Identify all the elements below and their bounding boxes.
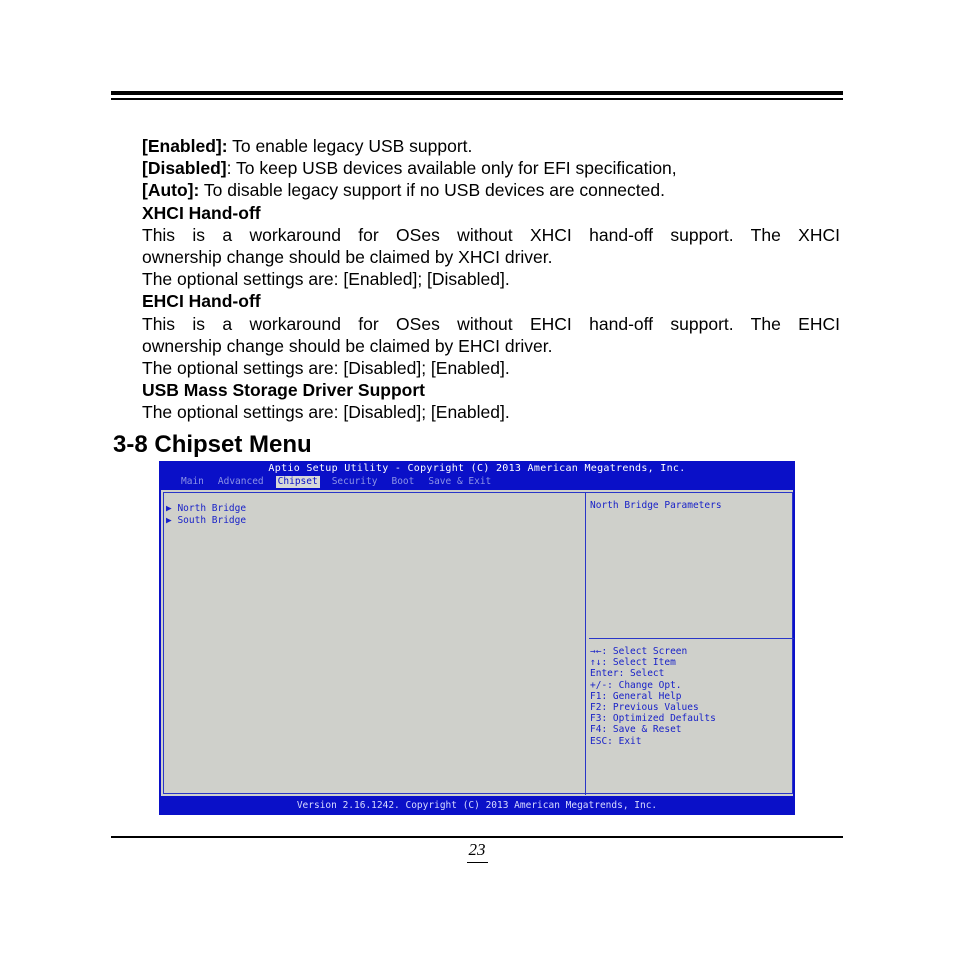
auto-label: [Auto]:	[142, 180, 200, 201]
usb-auto-line	[142, 179, 840, 201]
xhci-heading: XHCI Hand-off	[142, 202, 261, 223]
bios-tab-chipset[interactable]: Chipset	[277, 476, 318, 487]
header-rule-thin	[111, 98, 843, 100]
ehci-options: The optional settings are: [Disabled]; [Enabled].	[142, 358, 510, 379]
header-rule-thick	[111, 91, 843, 95]
ehci-heading: EHCI Hand-off	[142, 291, 261, 312]
bios-key-line: F4: Save & Reset	[590, 724, 682, 736]
xhci-options: The optional settings are: [Enabled]; [Disabled].	[142, 269, 510, 290]
usb-mass-options: The optional settings are: [Disabled]; [Enabled].	[142, 402, 510, 423]
bios-frame	[163, 492, 793, 794]
bios-menu	[166, 503, 246, 526]
ehci-line1: This is a workaround for OSes without EHCI hand-off support. The EHCI	[142, 313, 840, 334]
page-number: 23	[468, 840, 486, 859]
bios-tab-bar	[179, 476, 503, 488]
bios-help-divider	[589, 638, 794, 639]
bios-key-line: F3: Optimized Defaults	[590, 713, 716, 725]
bios-menu-item-south-bridge[interactable]: ▶ South Bridge	[166, 514, 247, 526]
bios-key-line: F1: General Help	[590, 690, 682, 702]
submenu-arrow-icon: ▶	[166, 514, 178, 526]
usb-enabled-line	[142, 135, 840, 157]
bios-key-line: +/-: Change Opt.	[590, 679, 682, 691]
bios-vertical-divider	[585, 493, 586, 795]
bios-key-line: →←: Select Screen	[590, 646, 688, 657]
bios-key-line: ↑↓: Select Item	[590, 657, 676, 669]
bios-key-legend	[590, 646, 716, 747]
bios-key-line: F2: Previous Values	[590, 702, 699, 714]
section-title: 3-8 Chipset Menu	[113, 431, 312, 458]
usb-disabled-line	[142, 157, 840, 179]
usb-mass-heading: USB Mass Storage Driver Support	[142, 380, 425, 401]
bios-main-panel	[161, 490, 793, 796]
bios-footer: Version 2.16.1242. Copyright (C) 2013 American Megatrends, Inc.	[296, 800, 658, 811]
bios-key-line: Enter: Select	[590, 668, 665, 680]
bios-tab-boot[interactable]: Boot	[391, 476, 415, 487]
enabled-label: [Enabled]:	[142, 136, 228, 156]
footer-rule	[111, 836, 843, 838]
ehci-line2: ownership change should be claimed by EHCI driver.	[142, 335, 553, 356]
bios-help-text: North Bridge Parameters	[590, 500, 722, 511]
bios-tab-security[interactable]: Security	[331, 476, 378, 487]
enabled-text: To enable legacy USB support.	[227, 136, 473, 156]
page-number-underline	[467, 862, 488, 863]
auto-text: To disable legacy support if no USB devices are connected.	[199, 180, 665, 201]
disabled-text: : To keep USB devices available only for EFI specification,	[226, 158, 677, 179]
disabled-label: [Disabled]	[142, 158, 227, 179]
document-body	[142, 135, 840, 424]
xhci-line1: This is a workaround for OSes without XHCI hand-off support. The XHCI	[142, 224, 840, 245]
xhci-line2: ownership change should be claimed by XHCI driver.	[142, 247, 553, 268]
bios-tab-main[interactable]: Main	[181, 476, 204, 487]
bios-tab-save-exit[interactable]: Save & Exit	[428, 476, 492, 487]
bios-key-line: ESC: Exit	[590, 735, 642, 747]
submenu-arrow-icon: ▶	[166, 503, 178, 514]
bios-screenshot	[159, 461, 795, 815]
bios-menu-item-north-bridge[interactable]: ▶ North Bridge	[166, 503, 247, 514]
bios-title: Aptio Setup Utility - Copyright (C) 2013 American Megatrends, Inc.	[268, 463, 686, 474]
bios-tab-advanced[interactable]: Advanced	[217, 476, 264, 487]
